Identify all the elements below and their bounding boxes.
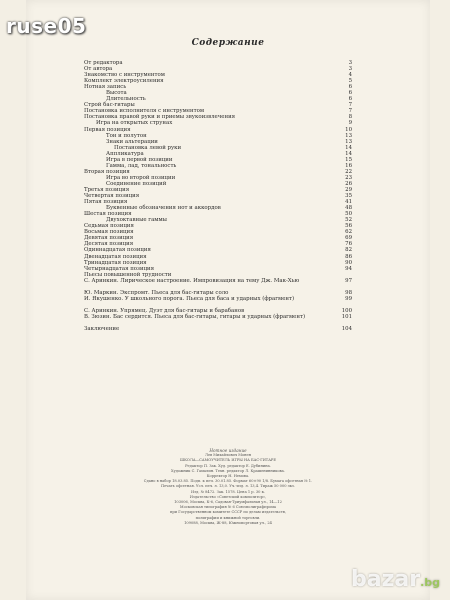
toc-entry-title: Ю. Маркин. Экспромт. Пьеса для бас-гитары соло	[84, 289, 229, 296]
toc-entry-page: 6	[348, 84, 352, 91]
toc-entry-title: Десятая позиция	[84, 241, 134, 248]
imprint-line: Редактор П. Зак. Худ. редактор Е. Дубинина.	[185, 463, 271, 468]
toc-entry-page: 101	[341, 313, 352, 320]
imprint-heading: Нотное издание	[209, 448, 247, 453]
toc-entry-page: 94	[345, 265, 352, 272]
toc-entry-title: В. Зюзин. Бас сердится. Пьеса для бас-гитары, гитары и ударных (фрагмент)	[84, 313, 306, 320]
imprint-line: Корректор Н. Немова.	[206, 474, 250, 479]
toc-entry-page: 26	[345, 180, 352, 187]
book-page	[26, 0, 430, 600]
toc-entry-title: И. Якушенко. У школьного порога. Пьеса для баса и ударных (фрагмент)	[84, 295, 295, 302]
imprint-line: Изд. № 8472. Зак. 1578. Цена 1 р. 30 к.	[191, 489, 265, 494]
toc-entry-page: 82	[345, 247, 352, 254]
toc-entry-title: Первая позиция	[84, 126, 131, 133]
imprint-line: ШКОЛА—САМОУЧИТЕЛЬ ИГРЫ НА БАС-ГИТАРЕ	[180, 458, 276, 463]
toc-entry-page: 8	[348, 114, 352, 121]
toc-entry-page: 76	[345, 241, 352, 248]
toc-entry-page: 6	[348, 96, 352, 103]
toc-entry	[84, 296, 352, 308]
imprint-line: Сдано в набор 18.03.85. Подп. к печ. 30.01.85. Формат 60×90 1/8. Бумага офсетная № 1.	[143, 479, 313, 484]
toc-entry-title: Соединение позиций	[106, 180, 167, 187]
toc-entry-page: 14	[345, 150, 352, 157]
toc-entry-title: Буквенные обозначения нот и аккордов	[106, 205, 221, 212]
toc-entry-title: Игра во второй позиции	[106, 174, 176, 181]
toc-entry-title: Седьмая позиция	[84, 223, 134, 230]
toc-entry-page: 4	[348, 72, 352, 79]
toc-entry-title: Одиннадцатая позиция	[84, 247, 151, 254]
imprint-line: Печать офсетная. Усл. печ. л. 13,0. Уч.-изд. л. 13,4. Тираж 50 000 экз.	[160, 484, 296, 489]
toc-entry-page: 10	[345, 126, 352, 133]
toc-entry	[84, 326, 352, 332]
toc-entry-title: От автора	[84, 66, 113, 73]
toc-entry-page: 23	[345, 174, 352, 181]
toc-entry-title: Длительность	[106, 96, 146, 103]
toc-entry-title: Постановка правой руки и приемы звукоизвлечения	[84, 114, 236, 121]
imprint-line: 103006, Москва, К-6, Садовая-Триумфальная ул., 14—12	[174, 500, 282, 505]
imprint-block	[26, 448, 430, 526]
toc-entry-title: От редактора	[84, 60, 123, 66]
toc-entry-title: Знаки альтерации	[106, 138, 158, 145]
toc-entry-page: 86	[345, 253, 352, 260]
toc-entry-page: 29	[345, 186, 352, 193]
toc-entry-title: Гамма, лад, тональность	[106, 162, 177, 169]
toc-entry-title: Двухоктавные гаммы	[106, 217, 167, 224]
toc-entry-page: 3	[348, 60, 352, 66]
toc-entry-page: 104	[341, 325, 352, 332]
toc-entry-page: 9	[348, 120, 352, 127]
toc-entry-page: 52	[345, 217, 352, 224]
toc-entry-page: 35	[345, 193, 352, 200]
toc-entry-page: 50	[345, 211, 352, 218]
toc-entry-title: Девятая позиция	[84, 235, 134, 242]
toc-entry-title: Пятая позиция	[84, 199, 128, 206]
toc-entry-title: Высота	[106, 90, 127, 97]
toc-entry-title: Аппликатура	[106, 150, 144, 157]
toc-entry-page: 69	[345, 235, 352, 242]
toc-entry-title: Четвертая позиция	[84, 193, 140, 200]
imprint-line: при Государственном комитете СССР по делам издательств,	[169, 510, 287, 515]
toc-entry-page: 99	[345, 295, 352, 302]
watermark-top: ruse05	[6, 14, 87, 38]
toc-entry-title: Игра на открытых струнах	[96, 120, 173, 127]
toc-entry-title: С. Аринкин. Лирическое настроение. Импровизация на тему Дж. Мак-Хью	[84, 277, 300, 284]
toc-entry-page: 5	[348, 78, 352, 85]
toc-entry-page: 62	[345, 229, 352, 236]
toc-entry-page: 16	[345, 162, 352, 169]
imprint-line: Издательство «Советский композитор»,	[189, 494, 267, 499]
toc-entry-page: 56	[345, 223, 352, 230]
toc-entry-page: 98	[345, 289, 352, 296]
imprint-line: полиграфии и книжной торговли.	[195, 515, 261, 520]
toc-entry-title: Четырнадцатая позиция	[84, 265, 155, 272]
page-title: Содержание	[191, 38, 265, 48]
toc-entry-title: Игра в первой позиции	[106, 156, 173, 163]
toc-entry-title: Вторая позиция	[84, 168, 130, 175]
toc-entry-page: 22	[345, 168, 352, 175]
toc-entry-title: С. Аринкин. Упрямец. Дуэт для бас-гитары и барабанов	[84, 307, 245, 314]
toc-entry-page: 100	[341, 307, 352, 314]
toc-entry	[84, 314, 352, 326]
imprint-line: Московская типография № 6 Союзполиграфпрома	[179, 505, 277, 510]
toc-entry-page: 15	[345, 156, 352, 163]
toc-entry-page: 7	[348, 108, 352, 115]
watermark-suffix: .bg	[420, 576, 440, 589]
toc-entry-page: 90	[345, 259, 352, 266]
toc-entry-page: 13	[345, 132, 352, 139]
toc-entry-title: Постановка левой руки	[114, 144, 182, 151]
toc-entry-title: Третья позиция	[84, 186, 130, 193]
toc-entry-page: 41	[345, 199, 352, 206]
imprint-line: Лев Михайлович Монен	[204, 453, 252, 458]
toc-entry-title: Тринадцатая позиция	[84, 259, 147, 266]
imprint-line: Художник С. Гамалин. Техн. редактор Л. Крашенинникова.	[171, 468, 285, 473]
toc-entry-title: Тон и полутон	[106, 132, 147, 139]
toc-entry-title: Восьмая позиция	[84, 229, 134, 236]
toc-entry-title: Шестая позиция	[84, 211, 132, 218]
watermark-main: bazar	[350, 567, 421, 592]
toc-entry-title: Заключение	[84, 325, 120, 332]
toc-entry-title: Знакомство с инструментом	[84, 72, 165, 79]
watermark-bottom	[351, 567, 440, 592]
toc-entry-page: 13	[345, 138, 352, 145]
toc-entry-title: Нотная запись	[84, 84, 127, 91]
toc-entry	[84, 278, 352, 290]
toc-entry-title: Постановка исполнителя с инструментом	[84, 108, 205, 115]
toc-entry-page: 14	[345, 144, 352, 151]
toc-entry-title: Строй бас-гитары	[84, 102, 135, 109]
toc-entry-title: Двенадцатая позиция	[84, 253, 147, 260]
table-of-contents	[84, 60, 352, 332]
toc-entry-page: 97	[345, 277, 352, 284]
toc-entry-page: 48	[345, 205, 352, 212]
toc-entry-page: 3	[348, 66, 352, 73]
imprint-line: 109088, Москва, Ж-88, Южнопортовая ул., 24	[184, 520, 272, 525]
toc-entry-page: 6	[348, 90, 352, 97]
toc-entry-title: Комплект электроусиления	[84, 78, 164, 85]
toc-entry-page: 7	[348, 102, 352, 109]
toc-entry-title: Пьесы повышенной трудности	[84, 271, 172, 278]
